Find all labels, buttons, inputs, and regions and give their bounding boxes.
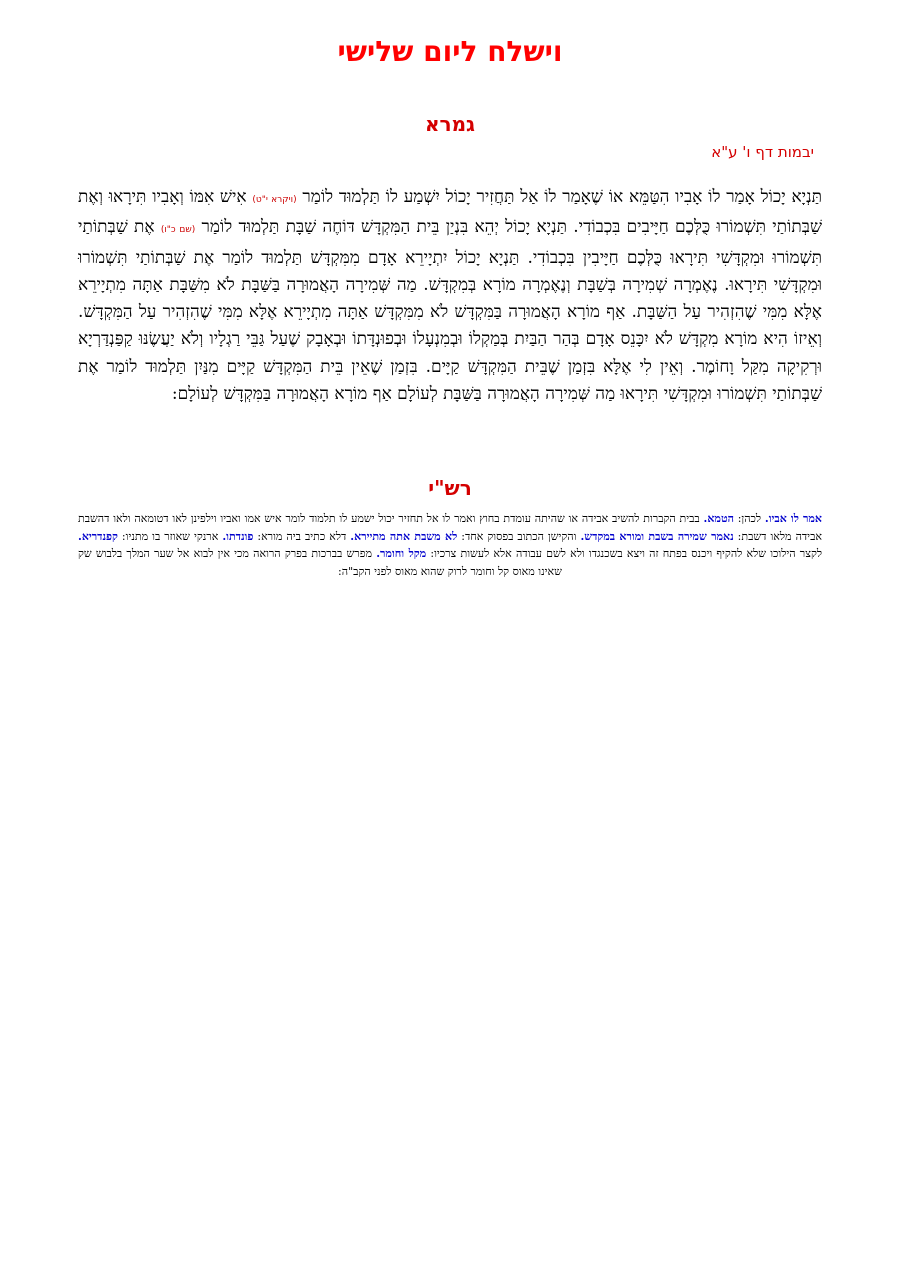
rashi-segment: בבית הקברות להשיב אבידה או שהיתה עומדת בחוץ ואמר לו אל תחזיר יכול ישמע לו תלמוד לומר איש אמו ואביו וילפינן לאו דטומאה ולאו דהשבת אבידה מלאו דשבת: — [78, 512, 822, 543]
gemara-heading: גמרא — [424, 112, 475, 136]
rashi-segment: לכהן: — [733, 512, 765, 525]
source-reference: (ויקרא י"ט) — [252, 195, 297, 205]
rashi-lemma: פונדתו. — [222, 529, 254, 543]
rashi-lemma: אמר לו אביו. — [764, 512, 822, 525]
gemara-segment: אִישׁ אִמּוֹ וְאָבִיו תִּירָאוּ וְאֶת שַׁבְּתוֹתַי תִּשְׁמוֹרוּ כֻּלְּכֶם חַיָּיבִים בִּכְבוֹדִי. תַּנְיָא יָכוֹל יְהֵא בִּנְיַן בֵּית הַמִּקְדָּשׁ דּוֹחֶה שַׁבָּת תַּלְמוּד לוֹמַר — [78, 187, 822, 238]
gemara-segment: אֶת שַׁבְּתוֹתַי תִּשְׁמוֹרוּ וּמִקְדָּשִׁי תִּירָאוּ כֻּלְּכֶם חַיָּיבִין בִּכְבוֹדִי. תַּנְיָא יָכוֹל יִתְיָירֵא אָדָם מִמִּקְדָּשׁ תַּלְמוּד לוֹמַר אֶת שַׁבְּתוֹתַי תִּשְׁמוֹרוּ וּמִקְדָּשִׁי תִּירָאוּ. נֶאֶמְרָה שְׁמִירָה בְּשַׁבָּת וְנֶאֶמְרָה מוֹרָא בְּמִקְדָּשׁ. מַה שְּׁמִירָה הָאֲמוּרָה בַּשַּׁבָּת לֹא מִשַּׁבָּת אַתָּה מִתְיָירֵא אֶלָּא מִמִּי שֶׁהִזְהִיר עַל הַשַּׁבָּת. אַף מוֹרָא הָאֲמוּרָה בַּמִּקְדָּשׁ לֹא מִמִּקְדָּשׁ אַתָּה מִתְיָירֵא אֶלָּא מִמִּי שֶׁהִזְהִיר עַל הַמִּקְדָּשׁ. וְאֵיזוֹ הִיא מוֹרָא מִקְדָּשׁ לֹא יִכָּנֵס אָדָם בְּהַר הַבַּיִת בְּמַקְלוֹ וּבְמִנְעָלוֹ וּבְפוּנְדָּתוֹ וּבְאָבָק שֶׁעַל גַּבֵּי רַגְלָיו וְלֹא יַעֲשֶׂנּוּ קַפַּנְדַּרְיָא וּרְקִיקָה מִקַּל וָחוֹמֶר. וְאֵין לִי אֶלָּא בִּזְמַן שֶׁבֵּית הַמִּקְדָּשׁ קַיָּים. בִּזְמַן שֶׁאֵין בֵּית הַמִּקְדָּשׁ קַיָּים מִנַּיִן תַּלְמוּד לוֹמַר אֶת שַׁבְּתוֹתַי תִּשְׁמוֹרוּ וּמִקְדָּשִׁי תִּירָאוּ מַה שְּׁמִירָה הָאֲמוּרָה בַּשַּׁבָּת לְעוֹלָם אַף מוֹרָא הָאֲמוּרָה בַּמִּקְדָּשׁ לְעוֹלָם: — [78, 217, 822, 405]
rashi-lemma: קפנדריא. — [78, 529, 118, 543]
rashi-segment: דלא כתיב ביה מורא: — [253, 529, 351, 543]
rashi-heading: רש"י — [428, 476, 472, 500]
gemara-reference: יבמות דף ו' ע"א — [711, 143, 814, 161]
rashi-lemma: לא משבת אתה מתיירא. — [350, 529, 458, 543]
gemara-segment: תַּנְיָא יָכוֹל אָמַר לוֹ אָבִיו הִטַּמֵּא אוֹ שֶׁאָמַר לוֹ אַל תַּחֲזִיר יָכוֹל יִשְׁמַע לוֹ תַּלְמוּד לוֹמַר — [296, 187, 823, 207]
page-title: וישלח ליום שלישי — [337, 35, 563, 68]
rashi-lemma: מקל וחומר. — [376, 547, 427, 560]
rashi-commentary — [78, 510, 822, 580]
rashi-segment: מפרש בברכות בפרק הרואה מכי אין לבוא אל שער המלך בלבוש שק שאינו מאוס קל וחומר לרוק שהוא מאוס לפני הקב"ה: — [78, 547, 562, 578]
rashi-segment: לקצר הילוכו שלא להקיף ויכנס בפתח זה ויצא בשכנגדו ולא לשם עבודה אלא לעשות צרכיו: — [426, 547, 822, 560]
source-reference: (שם כ"ו) — [160, 225, 196, 236]
gemara-text — [78, 184, 822, 408]
rashi-segment: ארנקי שאוזר בו מתניו: — [117, 529, 223, 543]
rashi-lemma: נאמר שמירה בשבת ומורא במקדש. — [580, 529, 734, 543]
rashi-lemma: הטמא. — [703, 512, 734, 525]
rashi-segment: והקישן הכתוב בפסוק אחד: — [457, 529, 581, 543]
